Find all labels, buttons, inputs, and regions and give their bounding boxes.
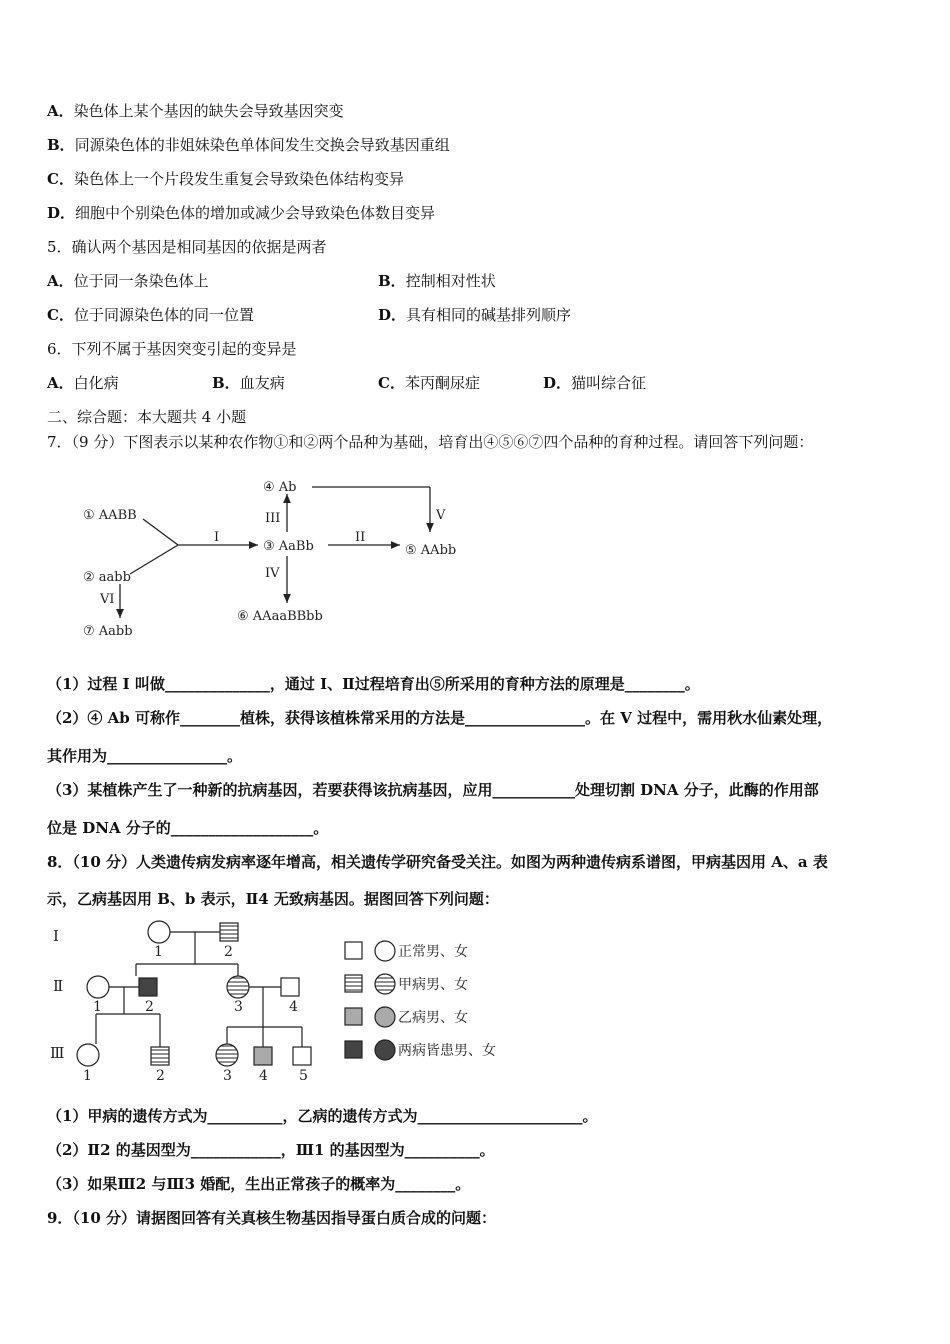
pedigree-legend <box>345 941 395 1060</box>
generation-label-2: Ⅱ <box>53 977 64 995</box>
legend-jia-female <box>375 974 395 994</box>
label-process-5: V <box>436 508 446 523</box>
individual-III5 <box>293 1047 311 1065</box>
label-I1: 1 <box>154 944 163 960</box>
node-3: ③ AaBb <box>263 539 314 554</box>
q6-option-b: B．血友病 <box>212 374 285 392</box>
legend-yi-male <box>345 1008 362 1025</box>
legend-normal-female <box>375 941 395 961</box>
node-6: ⑥ AAaaBBbb <box>237 609 323 624</box>
label-III3: 3 <box>223 1068 232 1084</box>
q4-option-a: A．染色体上某个基因的缺失会导致基因突变 <box>47 102 344 120</box>
node-2: ② aabb <box>83 570 131 585</box>
q7-sub1: （1）过程 I 叫做______________，通过 I、Ⅱ过程培育出⑤所采用的育种方法的原理是________。 <box>47 675 700 693</box>
individual-II1 <box>87 976 109 998</box>
q4-option-c: C．染色体上一个片段发生重复会导致染色体结构变异 <box>47 170 404 188</box>
q5-stem: 5．确认两个基因是相同基因的依据是两者 <box>47 238 327 256</box>
label-process-3: III <box>265 511 281 526</box>
individual-III1 <box>77 1044 99 1066</box>
label-I2: 2 <box>224 944 233 960</box>
label-III5: 5 <box>299 1068 308 1084</box>
q7-sub3a: （3）某植株产生了一种新的抗病基因，若要获得该抗病基因，应用___________处理切割 DNA 分子，此酶的作用部 <box>47 781 819 799</box>
label-III2: 2 <box>156 1068 165 1084</box>
generation-label-3: Ⅲ <box>50 1044 65 1062</box>
q4-option-b: B．同源染色体的非姐妹染色单体间发生交换会导致基因重组 <box>47 136 450 154</box>
node-4: ④ Ab <box>263 480 297 495</box>
label-II2: 2 <box>145 999 154 1015</box>
q4-option-d: D．细胞中个别染色体的增加或减少会导致染色体数目变异 <box>47 204 436 222</box>
q8-stem-a: 8．（10 分）人类遗传病发病率逐年增高，相关遗传学研究备受关注。如图为两种遗传病系谱图，甲病基因用 A、a 表 <box>47 853 828 871</box>
q8-sub3: （3）如果Ⅲ2 与Ⅲ3 婚配，生出正常孩子的概率为________。 <box>47 1175 471 1193</box>
legend-normal-male <box>345 942 362 959</box>
q6-option-c: C．苯丙酮尿症 <box>378 374 480 392</box>
legend-both-male <box>345 1041 362 1058</box>
legend-label-normal: 正常男、女 <box>398 944 468 960</box>
section-heading: 二、综合题：本大题共 4 小题 <box>47 408 247 426</box>
individual-III4 <box>254 1047 272 1065</box>
node-5: ⑤ AAbb <box>405 543 457 558</box>
q6-option-a: A．白化病 <box>47 374 119 392</box>
q8-sub1: （1）甲病的遗传方式为__________，乙病的遗传方式为______________________。 <box>47 1107 598 1125</box>
legend-jia-male <box>345 975 362 992</box>
q7-sub2b: 其作用为________________。 <box>47 747 243 765</box>
label-process-4: IV <box>265 566 280 581</box>
label-process-6: VI <box>100 592 115 607</box>
generation-label-1: Ⅰ <box>53 927 59 945</box>
q8-stem-b: 示，乙病基因用 B、b 表示，Ⅱ4 无致病基因。据图回答下列问题： <box>47 890 499 908</box>
q5-option-c: C．位于同源染色体的同一位置 <box>47 306 254 324</box>
q5-option-b: B．控制相对性状 <box>378 272 496 290</box>
q8-sub2: （2）Ⅱ2 的基因型为____________，Ⅲ1 的基因型为__________。 <box>47 1141 495 1159</box>
label-III4: 4 <box>259 1068 268 1084</box>
label-process-1: I <box>214 530 220 545</box>
individual-III3 <box>216 1044 238 1066</box>
legend-yi-female <box>375 1007 395 1027</box>
individual-II3 <box>227 976 249 998</box>
node-7: ⑦ Aabb <box>83 624 133 639</box>
individual-II2 <box>139 978 157 996</box>
label-III1: 1 <box>83 1068 92 1084</box>
q7-sub3b: 位是 DNA 分子的___________________。 <box>47 819 329 837</box>
label-process-2: II <box>355 530 366 545</box>
q5-option-a: A．位于同一条染色体上 <box>47 272 209 290</box>
node-1: ① AABB <box>83 508 137 523</box>
individual-I2 <box>220 923 238 941</box>
label-II3: 3 <box>234 999 243 1015</box>
q5-option-d: D．具有相同的碱基排列顺序 <box>378 306 572 324</box>
q7-stem: 7．（9 分）下图表示以某种农作物①和②两个品种为基础，培育出④⑤⑥⑦四个品种的育种过程。请回答下列问题： <box>47 433 814 451</box>
legend-label-yi: 乙病男、女 <box>398 1010 468 1026</box>
legend-label-jia: 甲病男、女 <box>398 977 468 993</box>
label-II4: 4 <box>289 999 298 1015</box>
individual-III2 <box>151 1047 169 1065</box>
individual-II4 <box>281 978 299 996</box>
q6-option-d: D．猫叫综合征 <box>543 374 647 392</box>
individual-I1 <box>148 921 170 943</box>
q9-stem: 9．（10 分）请据图回答有关真核生物基因指导蛋白质合成的问题： <box>47 1209 497 1227</box>
q7-sub2a: （2）④ Ab 可称作________植株，获得该植株常采用的方法是________________。在 V 过程中，需用秋水仙素处理， <box>47 709 833 727</box>
label-II1: 1 <box>93 999 102 1015</box>
legend-label-both: 两病皆患男、女 <box>398 1043 496 1059</box>
q6-stem: 6．下列不属于基因突变引起的变异是 <box>47 340 297 358</box>
legend-both-female <box>375 1040 395 1060</box>
